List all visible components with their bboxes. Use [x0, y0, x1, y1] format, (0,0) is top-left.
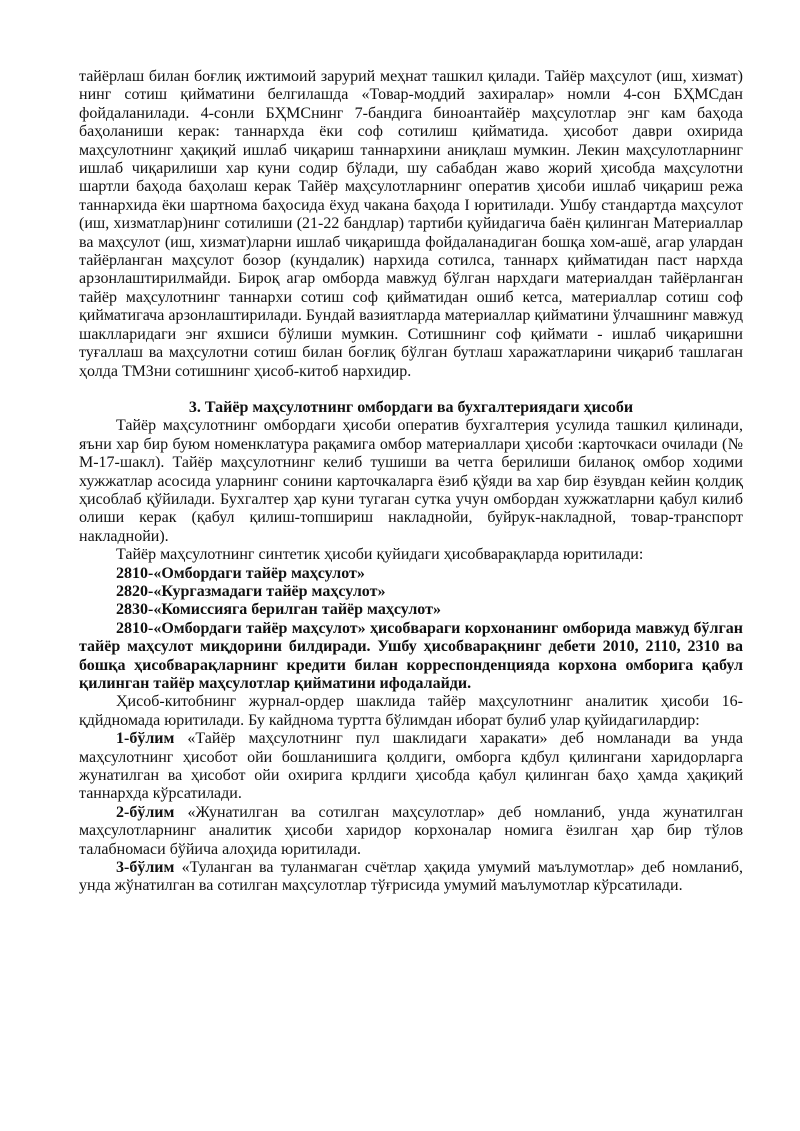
account-2810: 2810-«Омбордаги тайёр маҳсулот» — [116, 564, 365, 582]
section-2-text: «Жунатилган ва сотилган маҳсулотлар» деб номланиб, унда жунатилган маҳсулотларнинг аналитик ҳисоби харидор корхоналар номига ёзилган ҳар бир тўлов талабномаси бўйича алоҳида юритилади. — [79, 803, 743, 858]
account-2830: 2830-«Комиссияга берилган тайёр маҳсулот» — [116, 601, 441, 619]
section-3-label: 3-бўлим — [116, 859, 175, 877]
paragraph-account-2810-description: 2810-«Омбордаги тайёр маҳсулот» ҳисобвараги корхонанинг омборида мавжуд бўлган тайёр маҳсулот миқдорини билдиради. Ушбу ҳисобварақнинг дебети 2010, 2110, 2310 ва бошқа ҳисобварақларнинг кредити билан корреспонденцияда корхона омборига қабул қилинган тайёр маҳсулотлар қийматини ифодалайди. — [79, 619, 743, 692]
section-1-text: «Тайёр маҳсулотнинг пул шаклидаги харакати» деб номланади ва унда маҳсулотнинг ҳисобот ойи бошланишига қолдиги, омборга кдбул қилингани харидорларга жунатилган ва ҳисобот ойи охирига крлдиги ҳисобда қабул қилинган баҳо ҳамда ҳақиқий таннархда кўрсатилади. — [79, 730, 743, 803]
section-heading: 3. Тайёр маҳсулотнинг омбордаги ва бухгалтериядаги ҳисоби — [188, 398, 634, 416]
paragraph-analytic-accounting: Ҳисоб-китобнинг журнал-ордер шаклида тайёр маҳсулотнинг аналитик ҳисоби 16-қдйдномада юритилади. Бу кайднома туртта бўлимдан иборат булиб улар қуйидагилардир: — [79, 693, 743, 729]
section-3-paragraph — [79, 859, 743, 896]
account-2820: 2820-«Кургазмадаги тайёр маҳсулот» — [116, 582, 386, 600]
paragraph-synthetic-accounting: Тайёр маҳсулотнинг синтетик ҳисоби қуйидаги ҳисобварақларда юритилади: — [116, 546, 644, 564]
section-1-label: 1-бўлим — [116, 730, 175, 748]
section-2-paragraph — [79, 804, 743, 859]
paragraph-warehouse-accounting: Тайёр маҳсулотнинг омбордаги ҳисоби оператив бухгалтерия усулида ташкил қилинади, яъни хар бир буюм номенклатура рақамига омбор материаллари ҳисоби :карточкаси очилади (№ М-17-шакл). Тайёр маҳсулотнинг келиб тушиши ва четга берилиши биланоқ омбор ходими хужжатлар асосида уларнинг сонини карточкаларга ёзиб қўяди ва хар бир ёзувдан кейин қолдиқ ҳисоблаб қўйилади. Бухгалтер ҳар куни тугаган сутка учун омбордан хужжатларни қабул килиб олиши керак (қабул қилиш-топшириш накладнойи, буйрук-накладной, товар-транспорт накладнойи). — [79, 417, 743, 545]
section-3-text: «Туланган ва туланмаган счётлар ҳақида умумий маълумотлар» деб номланиб, унда жўнатилган ва сотилган маҳсулотлар тўғрисида умумий маълумотлар кўрсатилади. — [79, 859, 743, 895]
section-2-label: 2-бўлим — [116, 803, 175, 821]
section-1-paragraph — [79, 730, 743, 804]
paragraph-intro: тайёрлаш билан боғлиқ ижтимоий зарурий меҳнат ташкил қилади. Тайёр маҳсулот (иш, хизмат) нинг сотиш қийматини белгилашда «Товар-моддий захиралар» номли 4-сон БҲМСдан фойдаланилади. 4-сонли БҲМСнинг 7-бандига биноантайёр маҳсулотлар энг кам баҳода баҳоланиши керак: таннархда ёки соф сотилиш қийматида. ҳисобот даври охирида маҳсулотнинг ҳақиқий ишлаб чиқариш таннархини аниқлаш мумкин. Лекин маҳсулотларнинг ишлаб чиқарилиши хар куни содир бўлади, шу сабабдан жаво жорий ҳисобда маҳсулотни шартли баҳода баҳолаш керак Тайёр маҳсулотларнинг оператив ҳисоби ишлаб чиқариш режа таннархида ёки шартнома баҳосида ёхуд чакана баҳода I юритилади. Ушбу стандартда маҳсулот (иш, хизматлар)нинг сотилиши (21-22 бандлар) тартиби қуйидагича баён қилинган Материаллар ва маҳсулот (иш, хизмат)ларни ишлаб чиқаришда фойдаланадиган бошқа хом-ашё, агар улардан тайёрланган маҳсулот бозор (кундалик) нархида сотилса, таннарх қийматидан паст нархда арзонлаштирилмайди. Бироқ агар омборда мавжуд бўлган нархдаги материалдан тайёрланган тайёр маҳсулотнинг таннархи сотиш соф қийматидан ошиб кетса, материаллар сотиш соф қийматигача арзонлаштирилади. Бундай вазиятларда материаллар қийматини ўлчашнинг мавжуд шаклларидаги энг яхшиси бўлиши мумкин. Сотишнинг соф қиймати - ишлаб чиқаришни туғаллаш ва маҳсулотни сотиш билан боғлиқ бўлган бутлаш харажатларини чиқариб ташлаган ҳолда ТМЗни сотишнинг ҳисоб-китоб нархидир. — [79, 68, 743, 380]
document-page — [79, 68, 743, 896]
